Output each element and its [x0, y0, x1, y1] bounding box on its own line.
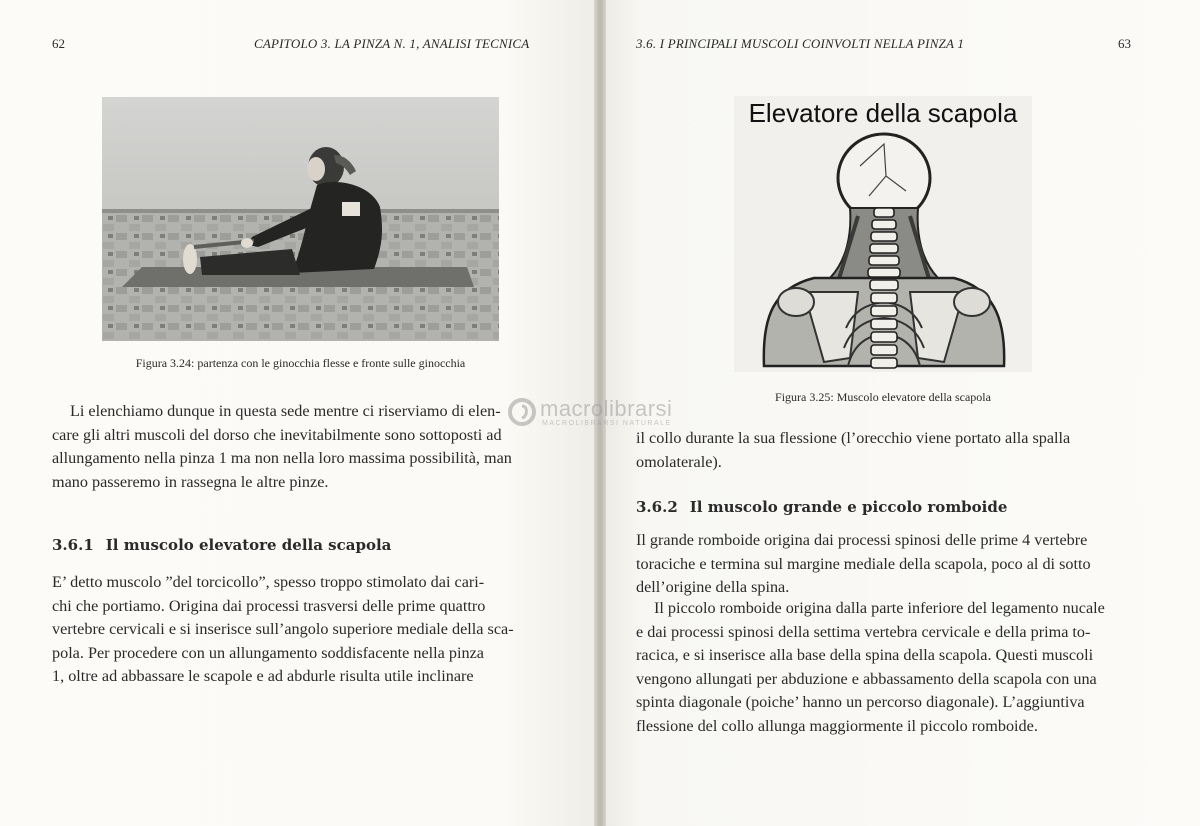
text-line: allungamento nella pinza 1 ma non nella loro massima possibilità, man [52, 449, 512, 467]
watermark-tagline: MACROLIBRARSI NATURALE [542, 420, 672, 427]
section-heading [52, 536, 391, 554]
text-line: spinta diagonale (poiche’ hanno un percorso diagonale). L’aggiuntiva [636, 693, 1085, 711]
paragraph [636, 529, 1133, 600]
page-number: 62 [52, 36, 65, 51]
paragraph [52, 571, 549, 689]
text-line: Il piccolo romboide origina dalla parte inferiore del legamento nucale [654, 599, 1105, 617]
text-line: chi che portiamo. Origina dai processi trasversi delle prime quattro [52, 596, 486, 615]
watermark [506, 394, 704, 430]
text-line: E’ detto muscolo ”del torcicollo”, spesso troppo stimolato dai cari- [52, 573, 485, 591]
figure-photo-seated-forward-bend [102, 97, 499, 341]
figure-caption: Figura 3.25: Muscolo elevatore della scapola [775, 390, 991, 404]
text-line: toraciche e termina sul margine mediale della scapola, poco al di sotto [636, 554, 1091, 573]
diagram-title: Elevatore della scapola [748, 98, 1018, 128]
running-head: 3.6. I PRINCIPALI MUSCOLI COINVOLTI NELLA PINZA 1 [636, 36, 965, 51]
text-line: 1, oltre ad abbassare le scapole e ad abdurle risulta utile inclinare [52, 667, 474, 685]
photo-illustration [102, 97, 499, 341]
watermark-name: macrolibrarsi [540, 396, 673, 421]
paragraph [636, 427, 1133, 474]
text-line: il collo durante la sua flessione (l’orecchio viene portato alla spalla [636, 429, 1071, 447]
figure-caption: Figura 3.24: partenza con le ginocchia flesse e fronte sulle ginocchia [135, 356, 466, 370]
paragraph [636, 597, 1133, 738]
text-line: vertebre cervicali e si inserisce sull’angolo superiore mediale della sca- [52, 620, 514, 638]
section-title: Il muscolo grande e piccolo romboide [689, 498, 1008, 516]
text-line: Il grande romboide origina dai processi spinosi delle prime 4 vertebre [636, 531, 1088, 549]
neck-back-anatomy-illustration [734, 96, 1032, 372]
text-line: flessione del collo allunga maggiormente il piccolo romboide. [636, 716, 1038, 735]
text-line: Li elenchiamo dunque in questa sede mentre ci riserviamo di elen- [70, 402, 501, 420]
text-line: omolaterale). [636, 452, 722, 471]
text-line: mano passeremo in rassegna le altre pinze. [52, 472, 329, 491]
running-head: CAPITOLO 3. LA PINZA N. 1, ANALISI TECNICA [254, 36, 530, 51]
anatomy-diagram [734, 96, 1032, 372]
text-line: dell’origine della spina. [636, 578, 790, 596]
section-heading [636, 498, 1007, 516]
text-line: e dai processi spinosi della settima vertebra cervicale e della prima to- [636, 622, 1091, 641]
left-page [0, 0, 594, 826]
section-number: 3.6.1 [52, 536, 94, 554]
text-line: racica, e si inserisce alla base della spina della scapola. Questi muscoli [636, 646, 1094, 664]
watermark-logo-icon [506, 396, 538, 428]
paragraph [52, 400, 549, 494]
section-number: 3.6.2 [636, 498, 678, 516]
page-number: 63 [1118, 36, 1131, 51]
text-line: pola. Per procedere con un allungamento soddisfacente nella pinza [52, 643, 484, 662]
section-title: Il muscolo elevatore della scapola [105, 536, 392, 554]
text-line: care gli altri muscoli del dorso che inevitabilmente sono sottoposti ad [52, 425, 502, 444]
text-line: vengono allungati per abduzione e abbassamento della scapola con una [636, 669, 1097, 688]
